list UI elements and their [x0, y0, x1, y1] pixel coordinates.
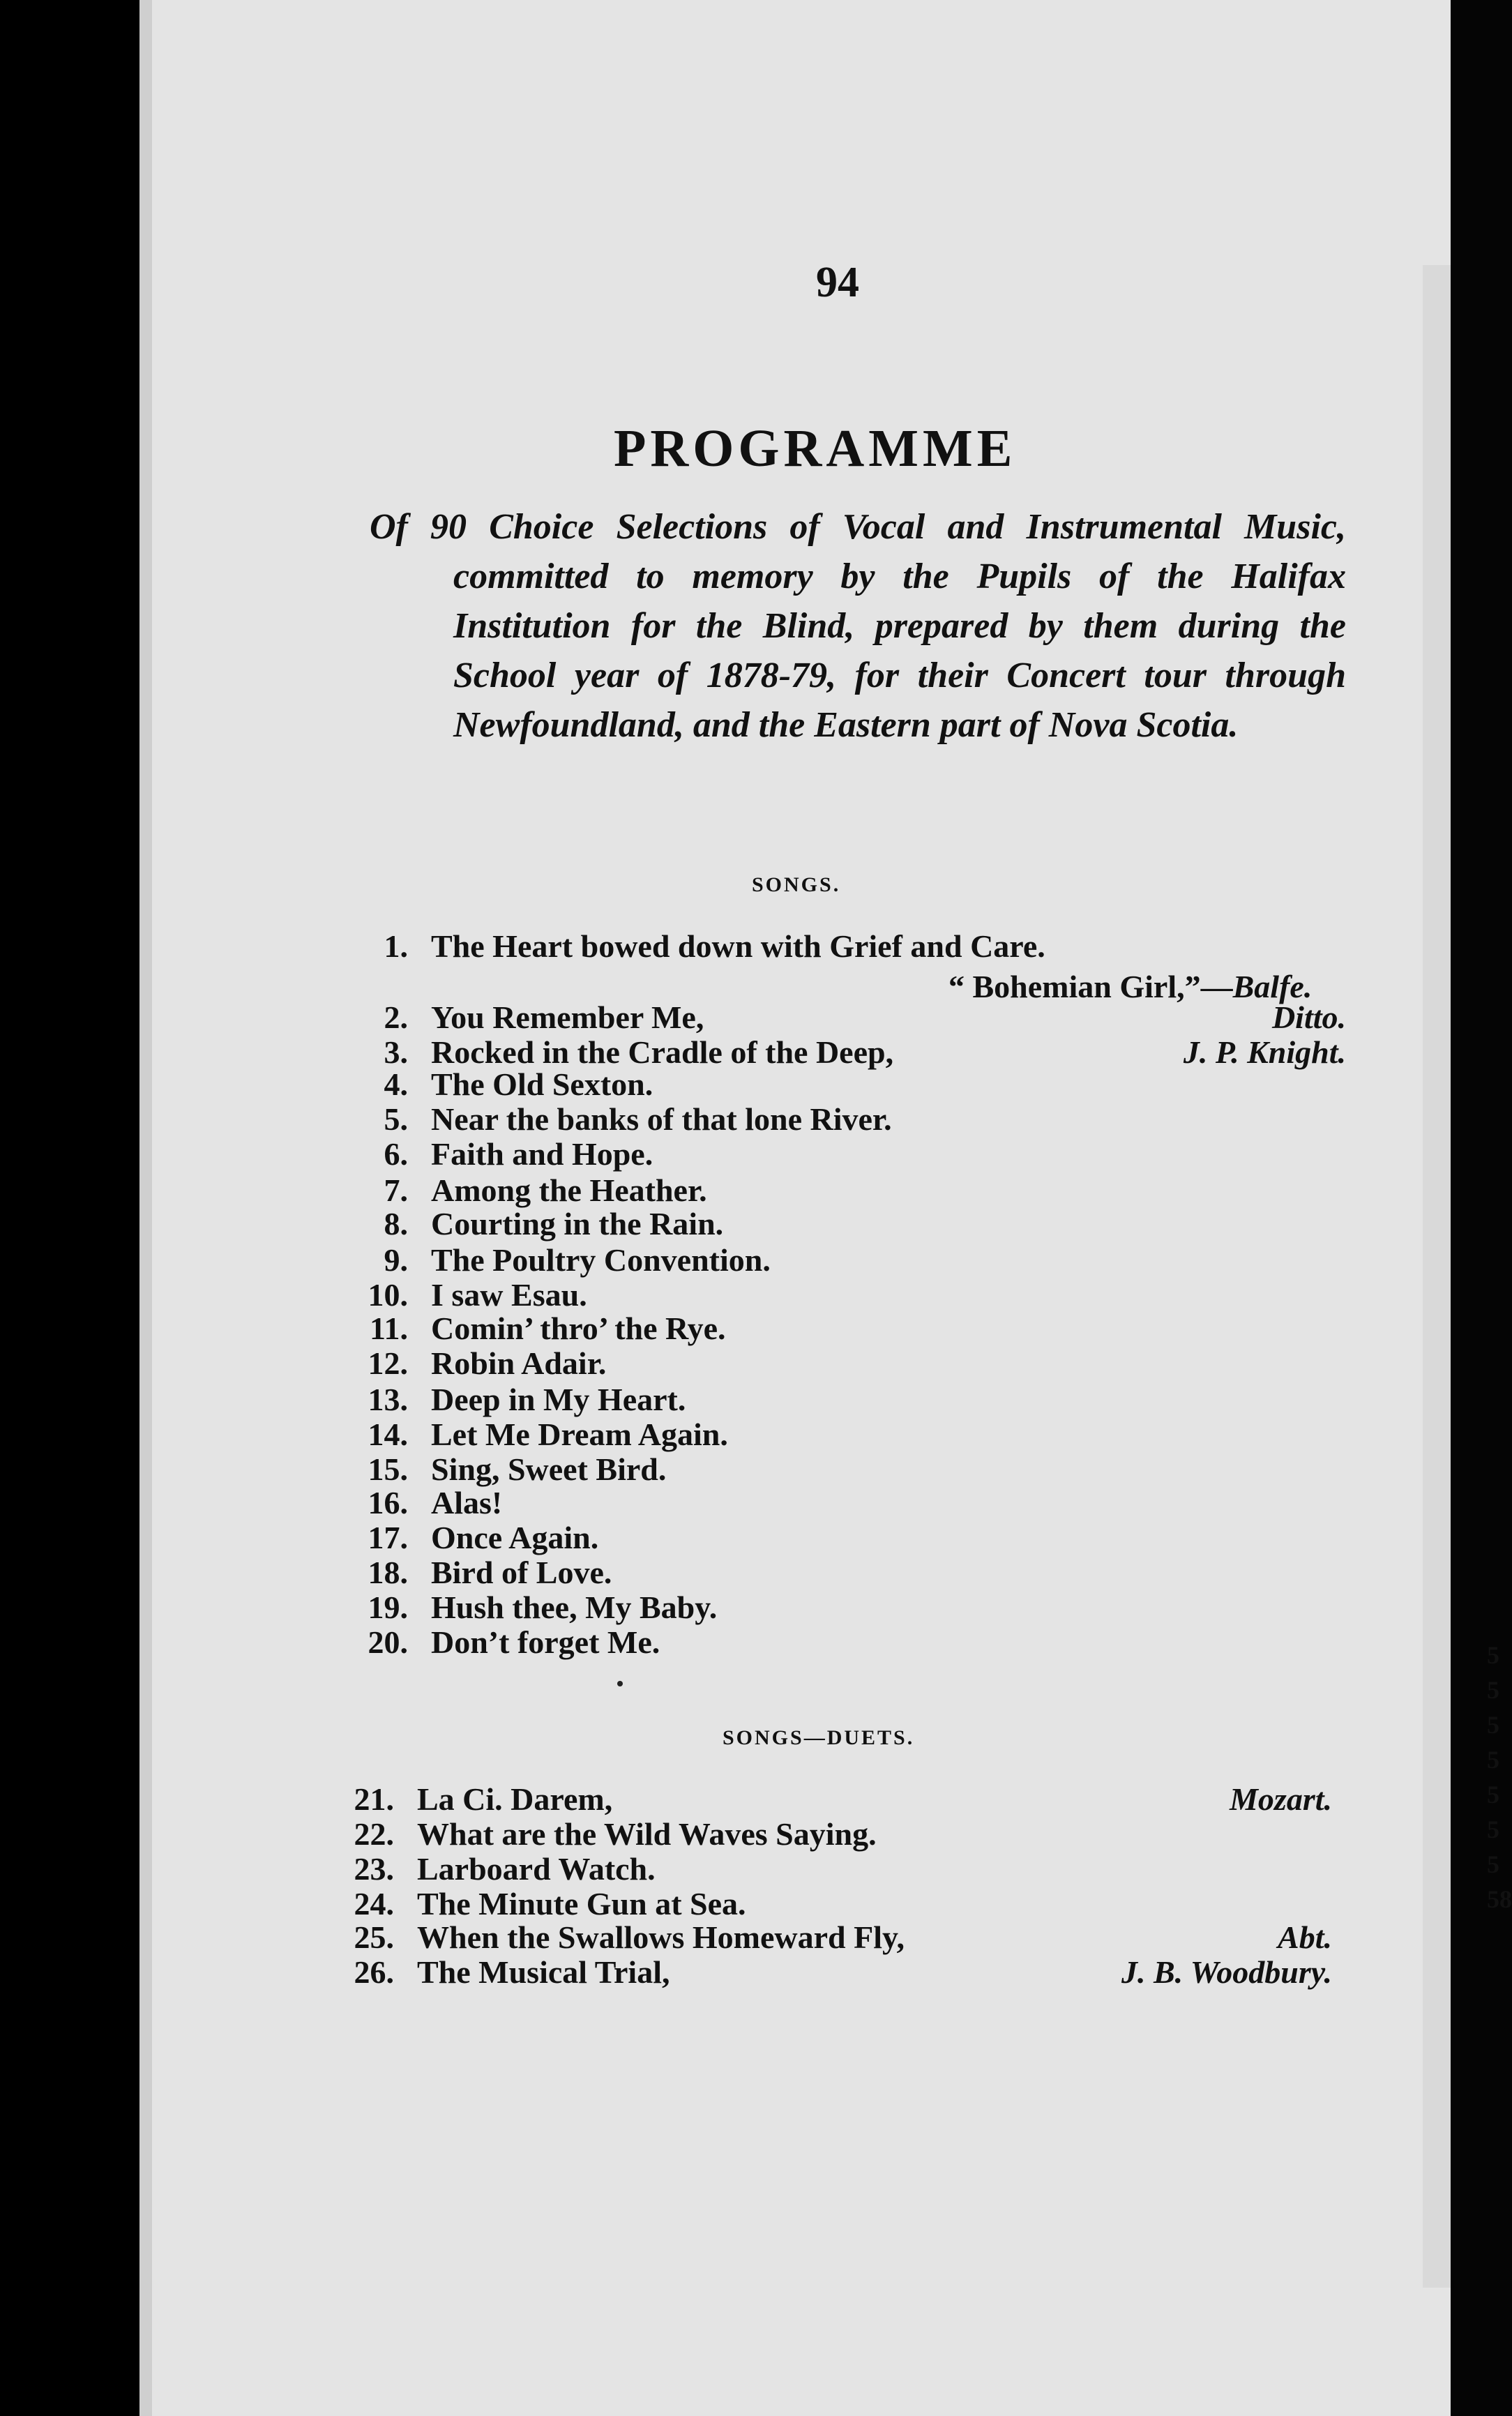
item-number: 14.: [368, 1417, 408, 1452]
item-title: Don’t forget Me.: [431, 1624, 660, 1660]
item-number: 18.: [368, 1555, 408, 1590]
item-title: You Remember Me,: [431, 999, 704, 1035]
list-item: [328, 1205, 1346, 1240]
item-number: 23.: [354, 1851, 394, 1887]
item-number: 8.: [384, 1206, 408, 1241]
adjacent-number: 58: [1487, 1885, 1512, 1913]
ink-dot: [617, 1681, 623, 1686]
list-item: [328, 1066, 1346, 1101]
adjacent-number: 5: [1487, 1676, 1499, 1704]
duets-heading: SONGS—DUETS.: [723, 1726, 915, 1749]
list-item: [328, 928, 1346, 962]
item-number: 13.: [368, 1382, 408, 1417]
item-title: Robin Adair.: [431, 1345, 607, 1381]
item-title: Rocked in the Cradle of the Deep,: [431, 1034, 894, 1070]
adjacent-number: 5: [1487, 1711, 1499, 1739]
attribution-quote: “ Bohemian Girl,”—: [948, 969, 1233, 1004]
item-title: Faith and Hope.: [431, 1136, 653, 1172]
item-composer: Ditto.: [1271, 999, 1346, 1035]
item-number: 25.: [354, 1919, 394, 1955]
list-item: [328, 1241, 1346, 1276]
item-number: 5.: [384, 1101, 408, 1137]
item-number: 9.: [384, 1242, 408, 1278]
list-item: [314, 1781, 1332, 1815]
item-number: 7.: [384, 1172, 408, 1208]
item-title: Larboard Watch.: [417, 1851, 656, 1887]
item-title: Comin’ thro’ the Rye.: [431, 1311, 726, 1346]
item-title: Sing, Sweet Bird.: [431, 1451, 667, 1487]
binding-shadow: [1451, 0, 1512, 2416]
item-number: 24.: [354, 1886, 394, 1922]
list-item: [328, 1276, 1346, 1311]
item-number: 19.: [368, 1590, 408, 1625]
item-title: La Ci. Darem,: [417, 1781, 613, 1817]
list-item: [328, 1101, 1346, 1135]
list-item: [328, 1451, 1346, 1486]
item-number: 6.: [384, 1136, 408, 1172]
item-number: 11.: [370, 1311, 408, 1346]
songs-heading: SONGS.: [752, 873, 841, 896]
item-number: 17.: [368, 1520, 408, 1555]
item-title: When the Swallows Homeward Fly,: [417, 1919, 905, 1955]
adjacent-number: 5: [1487, 1850, 1499, 1878]
list-item: [328, 1554, 1346, 1589]
item-composer: Abt.: [1278, 1919, 1332, 1955]
item-number: 16.: [368, 1485, 408, 1520]
item-number: 1.: [384, 928, 408, 964]
item-composer: J. B. Woodbury.: [1121, 1954, 1332, 1990]
item-title: Among the Heather.: [431, 1172, 707, 1208]
list-item: [328, 1172, 1346, 1207]
item-title: The Minute Gun at Sea.: [417, 1886, 746, 1922]
list-item: [314, 1954, 1332, 1988]
item-composer: J. P. Knight.: [1183, 1034, 1346, 1070]
list-item: [328, 1416, 1346, 1451]
item-number: 3.: [384, 1034, 408, 1070]
item-title: The Musical Trial,: [417, 1954, 670, 1990]
adjacent-number: 5: [1487, 1746, 1499, 1774]
item-title: Alas!: [431, 1485, 503, 1520]
list-item: [328, 1345, 1346, 1380]
item-title: Deep in My Heart.: [431, 1382, 686, 1417]
item-composer: Mozart.: [1230, 1781, 1332, 1817]
list-item: [314, 1919, 1332, 1954]
item-number: 20.: [368, 1624, 408, 1660]
item-title: Let Me Dream Again.: [431, 1417, 728, 1452]
adjacent-number: 5: [1487, 1781, 1499, 1809]
item-title: The Old Sexton.: [431, 1066, 653, 1102]
item-title: Near the banks of that lone River.: [431, 1101, 892, 1137]
list-item: [314, 1815, 1332, 1850]
list-item: [328, 1589, 1346, 1624]
list-item: [328, 1484, 1346, 1519]
page-edge: [139, 0, 152, 2416]
item-number: 22.: [354, 1816, 394, 1852]
item-title: I saw Esau.: [431, 1277, 587, 1313]
item-number: 2.: [384, 999, 408, 1035]
list-item: [328, 1381, 1346, 1416]
item-title: Courting in the Rain.: [431, 1206, 724, 1241]
list-item: [328, 999, 1346, 1034]
adjacent-number: 5: [1487, 1641, 1499, 1669]
item-title: Once Again.: [431, 1520, 599, 1555]
item-title: The Poultry Convention.: [431, 1242, 771, 1278]
list-item: [314, 1850, 1332, 1885]
item-number: 26.: [354, 1954, 394, 1990]
item-title: Hush thee, My Baby.: [431, 1590, 718, 1625]
item-number: 15.: [368, 1451, 408, 1487]
list-item: [328, 1310, 1346, 1345]
list-item: [314, 1885, 1332, 1920]
item-title: The Heart bowed down with Grief and Care.: [431, 928, 1045, 964]
list-item: [328, 1519, 1346, 1554]
list-item: [328, 1624, 1346, 1659]
list-item: [328, 1135, 1346, 1170]
adjacent-page-numbers: [1487, 1638, 1512, 1917]
item-number: 10.: [368, 1277, 408, 1313]
page-title: PROGRAMME: [614, 419, 1017, 478]
item-title: What are the Wild Waves Saying.: [417, 1816, 877, 1852]
attribution-composer: Balfe.: [1232, 969, 1313, 1004]
page-number: 94: [816, 259, 859, 306]
item-number: 12.: [368, 1345, 408, 1381]
item-number: 21.: [354, 1781, 394, 1817]
intro-paragraph: Of 90 Choice Selections of Vocal and Instrumental Music, committed to memory by the Pupils of the Halifax Institution for the Blind, prepared by them during the School year of 1878-79, for their Concert tour through Newfoundland, and the Eastern part of Nova Scotia.: [370, 507, 1346, 745]
adjacent-number: 5: [1487, 1815, 1499, 1843]
item-title: Bird of Love.: [431, 1555, 612, 1590]
list-item: [328, 1034, 1346, 1069]
item-number: 4.: [384, 1066, 408, 1102]
